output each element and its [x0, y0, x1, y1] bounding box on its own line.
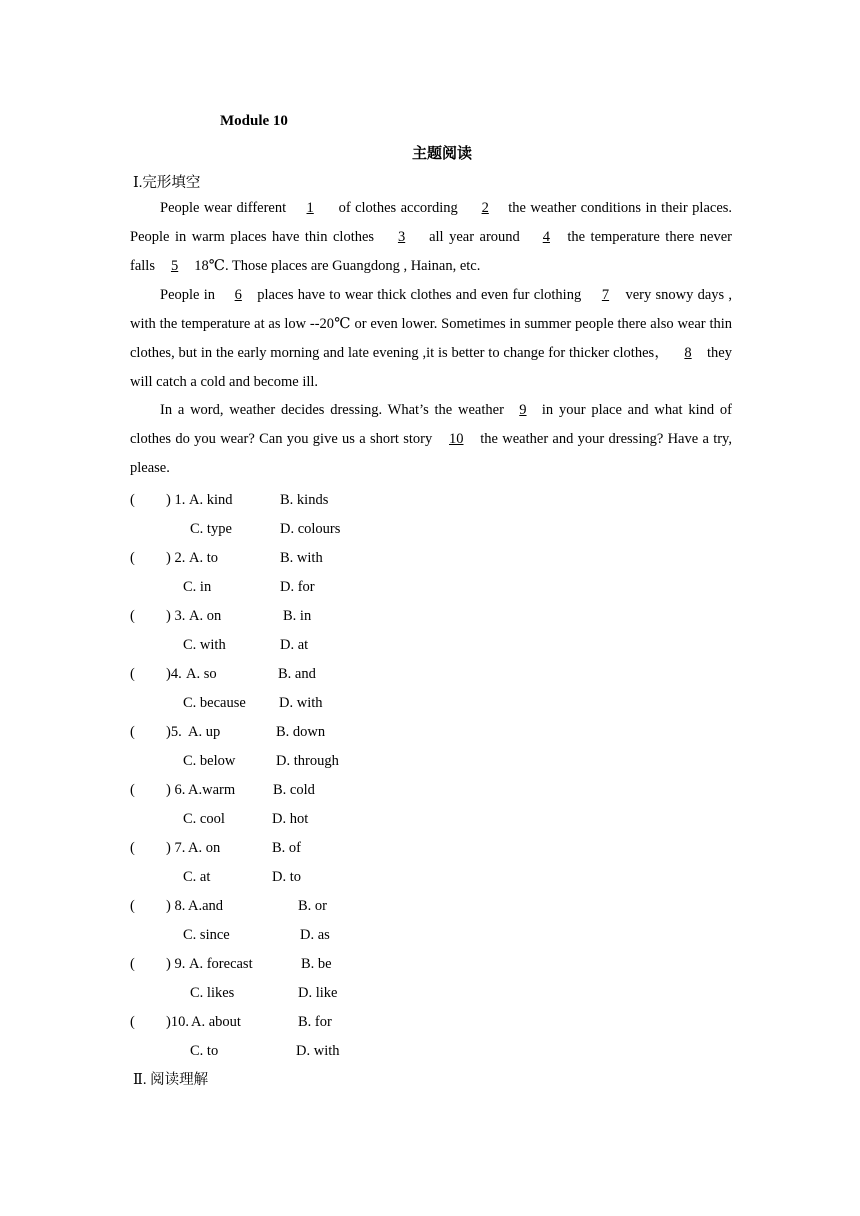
- passage-paragraph-3: [130, 396, 732, 483]
- passage-text: People wear different: [160, 200, 287, 216]
- passage-text: places have to wear thick clothes and even fur clothing: [257, 287, 582, 303]
- option-d: D. as: [300, 927, 330, 943]
- blank-8: 8: [684, 345, 692, 361]
- option-a: A. forecast: [189, 956, 253, 972]
- blank-5: 5: [170, 258, 179, 274]
- option-c: C. since: [183, 927, 230, 943]
- passage-text: People in: [160, 287, 215, 303]
- passage-text: the temperature there never falls: [130, 229, 732, 274]
- passage-text: the weather and your dressing? Have a try, please.: [130, 431, 732, 476]
- option-a: A. on: [188, 840, 221, 856]
- module-title: Module 10: [220, 113, 288, 129]
- option-b: B. and: [278, 666, 316, 682]
- passage-text: they will catch a cold and become ill.: [130, 345, 732, 390]
- answer-paren: (: [130, 782, 135, 798]
- option-b: B. kinds: [280, 492, 329, 508]
- passage-text: in your place and what kind of clothes do you wear? Can you give us a short story: [130, 402, 733, 447]
- option-a: A. so: [186, 666, 217, 682]
- blank-6: 6: [234, 287, 242, 303]
- passage-paragraph-2: [130, 281, 732, 397]
- option-b: B. of: [272, 840, 301, 856]
- option-c: C. in: [183, 579, 212, 595]
- option-a: A.and: [188, 898, 224, 914]
- answer-paren: (: [130, 956, 135, 972]
- option-a: A. up: [188, 724, 221, 740]
- question-number: )4.: [166, 666, 182, 682]
- option-c: C. because: [183, 695, 246, 711]
- passage-paragraph-1: [130, 194, 732, 281]
- answer-paren: (: [130, 724, 135, 740]
- option-b: B. with: [280, 550, 323, 566]
- question-number: ) 3.: [166, 608, 186, 624]
- answer-paren: (: [130, 840, 135, 856]
- blank-9: 9: [519, 402, 527, 418]
- answer-paren: (: [130, 550, 135, 566]
- passage-text: all year around: [429, 229, 520, 245]
- option-c: C. at: [183, 869, 211, 885]
- option-d: D. at: [280, 637, 309, 653]
- answer-paren: (: [130, 666, 135, 682]
- option-c: C. cool: [183, 811, 225, 827]
- option-d: D. with: [296, 1043, 340, 1059]
- question-number: )10.: [166, 1014, 189, 1030]
- option-b: B. be: [301, 956, 332, 972]
- question-number: ) 2.: [166, 550, 186, 566]
- question-number: ) 9.: [166, 956, 186, 972]
- question-number: )5.: [166, 724, 182, 740]
- blank-1: 1: [306, 200, 314, 216]
- answer-paren: (: [130, 608, 135, 624]
- answer-paren: (: [130, 1014, 135, 1030]
- blank-4: 4: [542, 229, 550, 245]
- blank-10: 10: [449, 431, 464, 447]
- option-c: C. to: [190, 1043, 219, 1059]
- option-d: D. hot: [272, 811, 309, 827]
- option-d: D. like: [298, 985, 338, 1001]
- answer-paren: (: [130, 492, 135, 508]
- section-2-title: Ⅱ. 阅读理解: [133, 1072, 209, 1088]
- blank-3: 3: [397, 229, 406, 245]
- option-b: B. or: [298, 898, 327, 914]
- blank-7: 7: [601, 287, 610, 303]
- option-a: A. on: [189, 608, 222, 624]
- option-b: B. in: [283, 608, 312, 624]
- question-number: ) 1.: [166, 492, 186, 508]
- option-b: B. down: [276, 724, 326, 740]
- passage-text: In a word, weather decides dressing. What’s the weather: [160, 402, 504, 418]
- option-a: A. about: [191, 1014, 241, 1030]
- option-d: D. through: [276, 753, 339, 769]
- option-d: D. with: [279, 695, 323, 711]
- option-b: B. for: [298, 1014, 332, 1030]
- option-a: A. to: [189, 550, 218, 566]
- answer-paren: (: [130, 898, 135, 914]
- option-a: A.warm: [188, 782, 236, 798]
- option-d: D. to: [272, 869, 301, 885]
- option-c: C. with: [183, 637, 226, 653]
- option-a: A. kind: [189, 492, 233, 508]
- option-d: D. for: [280, 579, 315, 595]
- option-b: B. cold: [273, 782, 315, 798]
- passage-text: 18℃. Those places are Guangdong , Hainan, etc.: [194, 258, 481, 274]
- page-subtitle: 主题阅读: [412, 146, 473, 162]
- option-c: C. likes: [190, 985, 235, 1001]
- section-1-title: Ⅰ.完形填空: [133, 175, 201, 191]
- passage-text: of clothes according: [338, 200, 458, 216]
- option-d: D. colours: [280, 521, 341, 537]
- question-number: ) 8.: [166, 898, 186, 914]
- option-c: C. below: [183, 753, 236, 769]
- question-number: ) 6.: [166, 782, 186, 798]
- passage-text: very snowy days , with the temperature at as low --20℃ or even lower. Sometimes in summer people there also wear thin clothes, but in the early morning and late evening ,it is better to change for thicker clothes，: [130, 287, 733, 361]
- passage-text: the weather conditions in their places. People in warm places have thin clothes: [130, 200, 733, 245]
- question-number: ) 7.: [166, 840, 186, 856]
- option-c: C. type: [190, 521, 232, 537]
- blank-2: 2: [481, 200, 489, 216]
